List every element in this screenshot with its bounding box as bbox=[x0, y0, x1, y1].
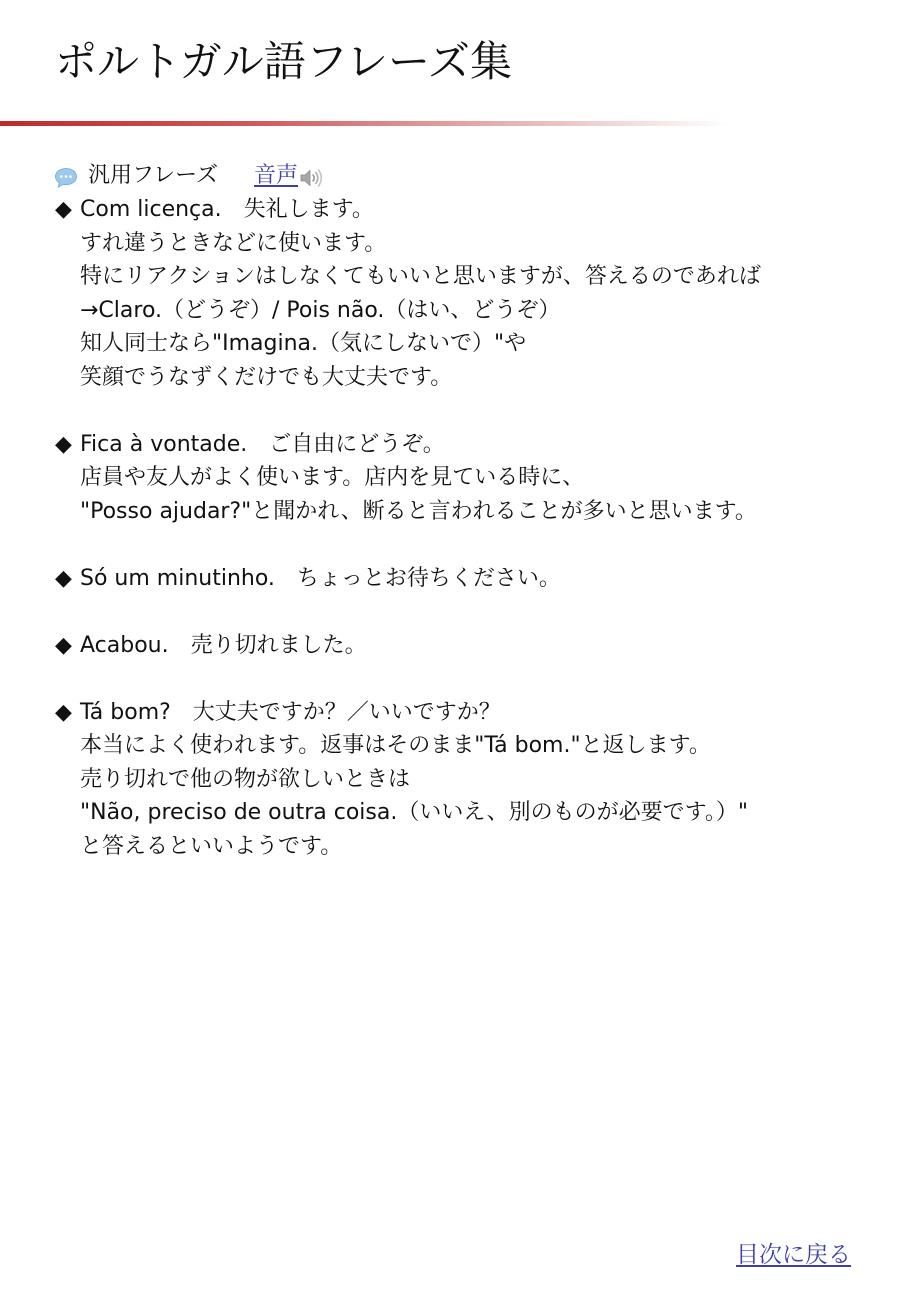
phrase-block bbox=[55, 696, 905, 864]
phrase-heading: Com licença. 失礼します。 bbox=[80, 197, 374, 222]
section-label: 汎用フレーズ bbox=[88, 163, 219, 188]
phrase-note: 売り切れで他の物が欲しいときは bbox=[80, 766, 411, 792]
phrase-note: と答えるといいようです。 bbox=[80, 833, 343, 859]
audio-link[interactable]: 音声 bbox=[254, 163, 299, 188]
phrase-note: 知人同士なら"Imagina.（気にしないで）"や bbox=[80, 331, 527, 356]
back-to-contents-link[interactable]: 目次に戻る bbox=[736, 1242, 851, 1268]
speaker-icon[interactable] bbox=[299, 166, 325, 188]
title-divider bbox=[0, 121, 730, 126]
phrase-heading-line bbox=[55, 193, 905, 227]
diamond-bullet-icon: ◆ bbox=[55, 197, 72, 222]
phrase-heading: Tá bom? 大丈夫ですか？／いいですか？ bbox=[80, 699, 501, 725]
page-title: ポルトガル語フレーズ集 bbox=[55, 37, 512, 86]
diamond-bullet-icon: ◆ bbox=[55, 699, 72, 725]
phrase-block bbox=[55, 428, 905, 529]
phrase-heading-line bbox=[55, 428, 905, 462]
diamond-bullet-icon: ◆ bbox=[55, 565, 72, 591]
phrase-heading: Acabou. 売り切れました。 bbox=[80, 632, 367, 658]
phrase-note: "Posso ajudar?"と聞かれ、断ると言われることが多いと思います。 bbox=[80, 498, 757, 524]
phrase-heading: Só um minutinho. ちょっとお待ちください。 bbox=[80, 565, 561, 591]
phrase-block bbox=[55, 193, 905, 394]
phrase-heading-line bbox=[55, 629, 905, 663]
phrase-block bbox=[55, 629, 905, 663]
diamond-bullet-icon: ◆ bbox=[55, 431, 72, 457]
phrase-heading-line bbox=[55, 562, 905, 596]
phrase-note: 笑顔でうなずくだけでも大丈夫です。 bbox=[80, 364, 453, 390]
diamond-bullet-icon: ◆ bbox=[55, 632, 72, 658]
section-header bbox=[54, 159, 325, 193]
phrase-note: すれ違うときなどに使います。 bbox=[80, 230, 387, 256]
phrase-note: "Não, preciso de outra coisa.（いいえ、別のものが必要です。）" bbox=[80, 800, 749, 825]
phrase-note: 店員や友人がよく使います。店内を見ている時に、 bbox=[80, 465, 585, 490]
phrase-heading: Fica à vontade. ご自由にどうぞ。 bbox=[80, 431, 445, 457]
phrase-note: 本当によく使われます。返事はそのまま"Tá bom."と返します。 bbox=[80, 733, 711, 758]
phrase-list bbox=[55, 193, 905, 897]
phrase-heading-line bbox=[55, 696, 905, 730]
speech-bubble-icon bbox=[54, 166, 78, 188]
phrase-note: →Claro.（どうぞ）/ Pois não.（はい、どうぞ） bbox=[80, 297, 561, 323]
phrase-note: 特にリアクションはしなくてもいいと思いますが、答えるのであれば bbox=[80, 264, 761, 289]
phrase-block bbox=[55, 562, 905, 596]
